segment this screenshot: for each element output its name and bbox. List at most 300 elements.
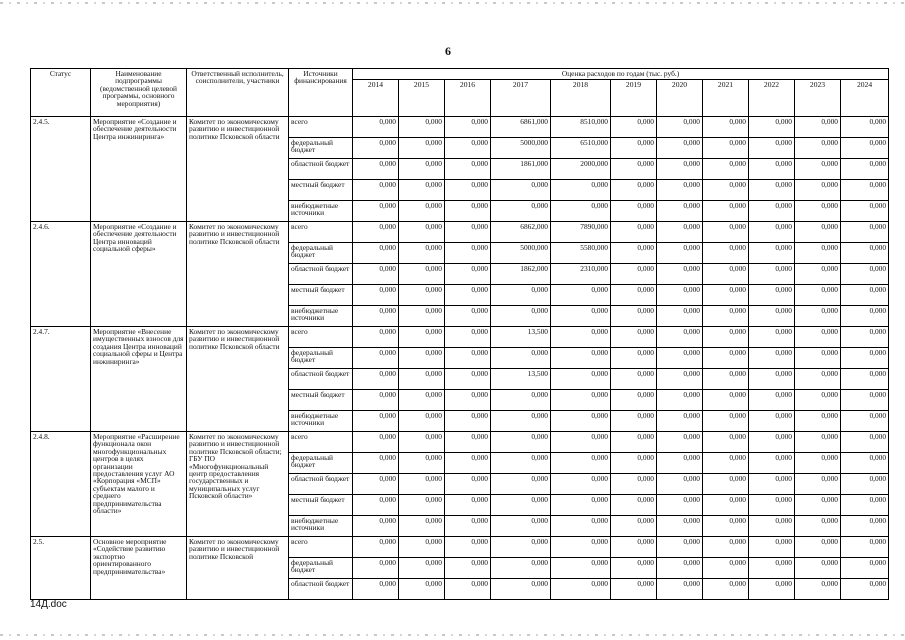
amount-cell: 0,000	[657, 495, 703, 516]
amount-cell: 1862,000	[491, 264, 551, 285]
amount-cell: 0,000	[399, 558, 445, 579]
amount-cell: 0,000	[749, 327, 795, 348]
amount-cell: 0,000	[551, 348, 611, 369]
measure-executor: Комитет по экономическому развитию и инвестиционной политике Псковской области; ГБУ ПО «Многофункциональный центр предоставления государственных и муниципальных услуг Псковской области»	[187, 432, 289, 537]
amount-cell: 0,000	[491, 390, 551, 411]
amount-cell: 0,000	[795, 243, 841, 264]
amount-cell: 0,000	[551, 306, 611, 327]
amount-cell: 0,000	[703, 117, 749, 138]
funding-source: внебюджетные источники	[289, 306, 353, 327]
page-number: 6	[445, 44, 451, 58]
funding-source: федеральный бюджет	[289, 453, 353, 474]
amount-cell: 1861,000	[491, 159, 551, 180]
header-executor: Ответственный исполнитель, соисполнители, участники	[187, 69, 289, 117]
amount-cell: 0,000	[445, 117, 491, 138]
amount-cell: 0,000	[611, 474, 657, 495]
amount-cell: 0,000	[611, 411, 657, 432]
amount-cell: 0,000	[353, 327, 399, 348]
amount-cell: 0,000	[399, 579, 445, 600]
measure-status: 2.4.5.	[31, 117, 91, 222]
amount-cell: 0,000	[611, 453, 657, 474]
amount-cell: 0,000	[399, 411, 445, 432]
amount-cell: 0,000	[445, 369, 491, 390]
amount-cell: 0,000	[491, 201, 551, 222]
amount-cell: 0,000	[795, 138, 841, 159]
amount-cell: 0,000	[749, 474, 795, 495]
amount-cell: 0,000	[551, 474, 611, 495]
amount-cell: 2310,000	[551, 264, 611, 285]
funding-source: областной бюджет	[289, 159, 353, 180]
amount-cell: 5580,000	[551, 243, 611, 264]
amount-cell: 0,000	[841, 264, 889, 285]
amount-cell: 0,000	[353, 369, 399, 390]
amount-cell: 0,000	[795, 369, 841, 390]
amount-cell: 0,000	[445, 453, 491, 474]
amount-cell: 0,000	[491, 411, 551, 432]
amount-cell: 0,000	[841, 516, 889, 537]
amount-cell: 0,000	[551, 411, 611, 432]
amount-cell: 0,000	[491, 558, 551, 579]
funding-source: областной бюджет	[289, 369, 353, 390]
amount-cell: 0,000	[657, 411, 703, 432]
amount-cell: 0,000	[795, 180, 841, 201]
amount-cell: 0,000	[703, 474, 749, 495]
amount-cell: 0,000	[749, 201, 795, 222]
amount-cell: 0,000	[703, 516, 749, 537]
amount-cell: 0,000	[399, 243, 445, 264]
funding-source: областной бюджет	[289, 264, 353, 285]
amount-cell: 0,000	[611, 243, 657, 264]
amount-cell: 0,000	[353, 453, 399, 474]
measure-name: Мероприятие «Расширение функционала окон многофункциональных центров в целях организации предоставления услуг АО «Корпорация «МСП» субъектам малого и среднего предпринимательства области»	[91, 432, 187, 537]
header-year: 2018	[551, 80, 611, 117]
amount-cell: 0,000	[611, 264, 657, 285]
amount-cell: 6510,000	[551, 138, 611, 159]
amount-cell: 0,000	[399, 516, 445, 537]
amount-cell: 0,000	[491, 537, 551, 558]
amount-cell: 0,000	[749, 495, 795, 516]
amount-cell: 0,000	[795, 222, 841, 243]
amount-cell: 0,000	[611, 495, 657, 516]
amount-cell: 0,000	[657, 432, 703, 453]
amount-cell: 0,000	[795, 516, 841, 537]
amount-cell: 0,000	[841, 180, 889, 201]
amount-cell: 0,000	[703, 411, 749, 432]
amount-cell: 0,000	[703, 558, 749, 579]
amount-cell: 0,000	[445, 201, 491, 222]
amount-cell: 13,500	[491, 327, 551, 348]
amount-cell: 0,000	[445, 348, 491, 369]
amount-cell: 0,000	[551, 516, 611, 537]
amount-cell: 0,000	[353, 348, 399, 369]
funding-source: местный бюджет	[289, 285, 353, 306]
amount-cell: 13,500	[491, 369, 551, 390]
amount-cell: 0,000	[749, 516, 795, 537]
funding-source: всего	[289, 117, 353, 138]
amount-cell: 0,000	[841, 243, 889, 264]
amount-cell: 0,000	[749, 579, 795, 600]
amount-cell: 0,000	[657, 159, 703, 180]
amount-cell: 0,000	[703, 180, 749, 201]
amount-cell: 0,000	[749, 411, 795, 432]
header-sources: Источники финансирования	[289, 69, 353, 117]
amount-cell: 0,000	[445, 243, 491, 264]
amount-cell: 0,000	[399, 285, 445, 306]
funding-source: федеральный бюджет	[289, 348, 353, 369]
amount-cell: 0,000	[749, 306, 795, 327]
table-row	[31, 117, 889, 138]
amount-cell: 0,000	[841, 495, 889, 516]
amount-cell: 0,000	[841, 537, 889, 558]
amount-cell: 0,000	[749, 348, 795, 369]
amount-cell: 0,000	[611, 159, 657, 180]
amount-cell: 0,000	[703, 159, 749, 180]
amount-cell: 0,000	[445, 264, 491, 285]
amount-cell: 0,000	[551, 537, 611, 558]
amount-cell: 2000,000	[551, 159, 611, 180]
amount-cell: 0,000	[445, 159, 491, 180]
amount-cell: 8510,000	[551, 117, 611, 138]
amount-cell: 0,000	[795, 579, 841, 600]
amount-cell: 0,000	[445, 138, 491, 159]
amount-cell: 0,000	[491, 180, 551, 201]
amount-cell: 0,000	[749, 537, 795, 558]
amount-cell: 0,000	[841, 285, 889, 306]
amount-cell: 0,000	[749, 117, 795, 138]
amount-cell: 0,000	[445, 390, 491, 411]
amount-cell: 0,000	[551, 579, 611, 600]
measure-status: 2.4.6.	[31, 222, 91, 327]
amount-cell: 0,000	[353, 201, 399, 222]
amount-cell: 0,000	[353, 159, 399, 180]
measure-executor: Комитет по экономическому развитию и инвестиционной политике Псковской	[187, 537, 289, 600]
table-row	[31, 327, 889, 348]
amount-cell: 0,000	[841, 327, 889, 348]
amount-cell: 0,000	[841, 348, 889, 369]
amount-cell: 0,000	[611, 285, 657, 306]
amount-cell: 0,000	[657, 243, 703, 264]
amount-cell: 0,000	[657, 306, 703, 327]
amount-cell: 0,000	[551, 558, 611, 579]
amount-cell: 0,000	[657, 474, 703, 495]
funding-source: местный бюджет	[289, 495, 353, 516]
amount-cell: 0,000	[795, 348, 841, 369]
amount-cell: 0,000	[445, 558, 491, 579]
amount-cell: 0,000	[399, 495, 445, 516]
measure-status: 2.5.	[31, 537, 91, 600]
scan-artifact-top	[0, 2, 905, 4]
amount-cell: 0,000	[611, 327, 657, 348]
amount-cell: 0,000	[399, 348, 445, 369]
amount-cell: 0,000	[841, 390, 889, 411]
amount-cell: 0,000	[445, 180, 491, 201]
amount-cell: 0,000	[445, 306, 491, 327]
amount-cell: 0,000	[795, 495, 841, 516]
amount-cell: 0,000	[399, 453, 445, 474]
table-row	[31, 432, 889, 453]
amount-cell: 0,000	[795, 159, 841, 180]
amount-cell: 0,000	[703, 306, 749, 327]
header-year: 2017	[491, 80, 551, 117]
amount-cell: 0,000	[795, 285, 841, 306]
measure-name: Мероприятие «Внесение имущественных взносов для создания Центра инноваций социальной сферы и Центра инжиниринга»	[91, 327, 187, 432]
amount-cell: 0,000	[491, 285, 551, 306]
amount-cell: 0,000	[795, 117, 841, 138]
amount-cell: 0,000	[399, 222, 445, 243]
amount-cell: 0,000	[611, 390, 657, 411]
amount-cell: 0,000	[795, 306, 841, 327]
footer-filename: 14Д.doc	[30, 599, 67, 610]
amount-cell: 0,000	[657, 327, 703, 348]
amount-cell: 0,000	[657, 369, 703, 390]
header-status: Статус	[31, 69, 91, 117]
funding-source: всего	[289, 432, 353, 453]
amount-cell: 0,000	[445, 474, 491, 495]
header-name: Наименование подпрограммы (ведомственной целевой программы, основного мероприятия)	[91, 69, 187, 117]
funding-source: областной бюджет	[289, 579, 353, 600]
amount-cell: 0,000	[703, 453, 749, 474]
table-row	[31, 222, 889, 243]
measure-status: 2.4.8.	[31, 432, 91, 537]
measure-name: Мероприятие «Создание и обеспечение деятельности Центра инноваций социальной сферы»	[91, 222, 187, 327]
funding-source: областной бюджет	[289, 474, 353, 495]
amount-cell: 0,000	[657, 117, 703, 138]
amount-cell: 0,000	[445, 327, 491, 348]
amount-cell: 0,000	[551, 495, 611, 516]
amount-cell: 0,000	[399, 432, 445, 453]
amount-cell: 0,000	[551, 432, 611, 453]
amount-cell: 0,000	[611, 558, 657, 579]
amount-cell: 0,000	[353, 285, 399, 306]
amount-cell: 0,000	[703, 285, 749, 306]
amount-cell: 0,000	[841, 432, 889, 453]
funding-source: федеральный бюджет	[289, 243, 353, 264]
amount-cell: 0,000	[353, 516, 399, 537]
amount-cell: 0,000	[399, 117, 445, 138]
header-year: 2014	[353, 80, 399, 117]
measure-executor: Комитет по экономическому развитию и инвестиционной политике Псковской области	[187, 222, 289, 327]
amount-cell: 0,000	[749, 558, 795, 579]
amount-cell: 0,000	[795, 432, 841, 453]
amount-cell: 0,000	[841, 222, 889, 243]
amount-cell: 0,000	[551, 369, 611, 390]
amount-cell: 0,000	[491, 495, 551, 516]
amount-cell: 0,000	[445, 579, 491, 600]
amount-cell: 0,000	[399, 474, 445, 495]
amount-cell: 0,000	[795, 264, 841, 285]
amount-cell: 0,000	[657, 222, 703, 243]
amount-cell: 0,000	[399, 138, 445, 159]
amount-cell: 0,000	[611, 516, 657, 537]
amount-cell: 0,000	[657, 264, 703, 285]
amount-cell: 0,000	[611, 537, 657, 558]
amount-cell: 0,000	[657, 537, 703, 558]
amount-cell: 0,000	[703, 327, 749, 348]
amount-cell: 0,000	[703, 243, 749, 264]
amount-cell: 0,000	[491, 516, 551, 537]
header-year: 2022	[749, 80, 795, 117]
funding-source: всего	[289, 222, 353, 243]
amount-cell: 0,000	[749, 285, 795, 306]
amount-cell: 0,000	[353, 579, 399, 600]
amount-cell: 0,000	[703, 201, 749, 222]
amount-cell: 0,000	[749, 243, 795, 264]
amount-cell: 0,000	[657, 180, 703, 201]
amount-cell: 0,000	[795, 327, 841, 348]
amount-cell: 0,000	[353, 432, 399, 453]
funding-source: федеральный бюджет	[289, 138, 353, 159]
amount-cell: 0,000	[399, 327, 445, 348]
funding-source: федеральный бюджет	[289, 558, 353, 579]
amount-cell: 0,000	[611, 117, 657, 138]
funding-source: внебюджетные источники	[289, 411, 353, 432]
amount-cell: 0,000	[749, 180, 795, 201]
measure-status: 2.4.7.	[31, 327, 91, 432]
funding-source: всего	[289, 327, 353, 348]
amount-cell: 5000,000	[491, 138, 551, 159]
amount-cell: 0,000	[445, 516, 491, 537]
amount-cell: 0,000	[657, 285, 703, 306]
amount-cell: 0,000	[399, 201, 445, 222]
amount-cell: 0,000	[703, 537, 749, 558]
amount-cell: 0,000	[841, 474, 889, 495]
amount-cell: 0,000	[703, 495, 749, 516]
funding-source: всего	[289, 537, 353, 558]
amount-cell: 0,000	[841, 453, 889, 474]
amount-cell: 0,000	[353, 495, 399, 516]
amount-cell: 0,000	[399, 264, 445, 285]
header-estimate: Оценка расходов по годам (тыс. руб.)	[353, 69, 889, 80]
amount-cell: 0,000	[703, 138, 749, 159]
amount-cell: 0,000	[795, 537, 841, 558]
funding-source: внебюджетные источники	[289, 516, 353, 537]
amount-cell: 0,000	[795, 411, 841, 432]
amount-cell: 0,000	[399, 390, 445, 411]
amount-cell: 0,000	[399, 180, 445, 201]
header-year: 2021	[703, 80, 749, 117]
amount-cell: 0,000	[445, 222, 491, 243]
amount-cell: 0,000	[353, 264, 399, 285]
amount-cell: 0,000	[657, 453, 703, 474]
amount-cell: 0,000	[353, 474, 399, 495]
header-year: 2020	[657, 80, 703, 117]
header-year: 2015	[399, 80, 445, 117]
amount-cell: 0,000	[353, 537, 399, 558]
amount-cell: 0,000	[551, 201, 611, 222]
amount-cell: 0,000	[399, 369, 445, 390]
amount-cell: 0,000	[749, 159, 795, 180]
amount-cell: 0,000	[657, 138, 703, 159]
amount-cell: 0,000	[703, 579, 749, 600]
amount-cell: 6861,000	[491, 117, 551, 138]
amount-cell: 0,000	[703, 264, 749, 285]
amount-cell: 0,000	[795, 201, 841, 222]
amount-cell: 0,000	[551, 390, 611, 411]
header-year: 2019	[611, 80, 657, 117]
amount-cell: 0,000	[841, 138, 889, 159]
amount-cell: 0,000	[749, 390, 795, 411]
amount-cell: 0,000	[611, 222, 657, 243]
amount-cell: 0,000	[551, 327, 611, 348]
amount-cell: 0,000	[703, 432, 749, 453]
funding-source: местный бюджет	[289, 180, 353, 201]
amount-cell: 0,000	[399, 159, 445, 180]
amount-cell: 0,000	[551, 285, 611, 306]
amount-cell: 0,000	[551, 180, 611, 201]
measure-name: Основное мероприятие «Содействие развитию экспортно ориентированного предпринимательства»	[91, 537, 187, 600]
amount-cell: 0,000	[841, 411, 889, 432]
amount-cell: 0,000	[841, 201, 889, 222]
amount-cell: 0,000	[353, 306, 399, 327]
amount-cell: 0,000	[353, 558, 399, 579]
amount-cell: 0,000	[841, 306, 889, 327]
measure-executor: Комитет по экономическому развитию и инвестиционной политике Псковской области	[187, 327, 289, 432]
amount-cell: 0,000	[353, 138, 399, 159]
amount-cell: 0,000	[491, 348, 551, 369]
amount-cell: 0,000	[445, 411, 491, 432]
amount-cell: 0,000	[353, 411, 399, 432]
amount-cell: 0,000	[795, 390, 841, 411]
amount-cell: 0,000	[749, 369, 795, 390]
amount-cell: 0,000	[445, 495, 491, 516]
amount-cell: 0,000	[749, 264, 795, 285]
amount-cell: 0,000	[657, 201, 703, 222]
amount-cell: 0,000	[703, 390, 749, 411]
amount-cell: 0,000	[657, 558, 703, 579]
amount-cell: 0,000	[795, 558, 841, 579]
amount-cell: 0,000	[611, 138, 657, 159]
amount-cell: 0,000	[749, 222, 795, 243]
amount-cell: 0,000	[657, 516, 703, 537]
expenses-table	[30, 68, 889, 600]
amount-cell: 7890,000	[551, 222, 611, 243]
amount-cell: 0,000	[353, 180, 399, 201]
amount-cell: 5000,000	[491, 243, 551, 264]
amount-cell: 0,000	[399, 306, 445, 327]
amount-cell: 0,000	[841, 159, 889, 180]
amount-cell: 0,000	[611, 180, 657, 201]
amount-cell: 0,000	[551, 453, 611, 474]
measure-name: Мероприятие «Создание и обеспечение деятельности Центра инжиниринга»	[91, 117, 187, 222]
header-year: 2023	[795, 80, 841, 117]
amount-cell: 0,000	[657, 348, 703, 369]
amount-cell: 0,000	[749, 432, 795, 453]
amount-cell: 0,000	[795, 474, 841, 495]
amount-cell: 0,000	[611, 579, 657, 600]
amount-cell: 0,000	[611, 369, 657, 390]
funding-source: внебюджетные источники	[289, 201, 353, 222]
scan-artifact-bottom	[0, 634, 905, 636]
table-body	[31, 117, 889, 600]
amount-cell: 0,000	[657, 390, 703, 411]
amount-cell: 0,000	[841, 369, 889, 390]
measure-executor: Комитет по экономическому развитию и инвестиционной политике Псковской области	[187, 117, 289, 222]
amount-cell: 0,000	[657, 579, 703, 600]
table-row	[31, 537, 889, 558]
amount-cell: 0,000	[749, 138, 795, 159]
amount-cell: 0,000	[445, 432, 491, 453]
amount-cell: 0,000	[841, 117, 889, 138]
header-year: 2024	[841, 80, 889, 117]
header-year: 2016	[445, 80, 491, 117]
amount-cell: 0,000	[491, 474, 551, 495]
amount-cell: 0,000	[353, 222, 399, 243]
amount-cell: 0,000	[795, 453, 841, 474]
amount-cell: 0,000	[445, 285, 491, 306]
amount-cell: 0,000	[611, 201, 657, 222]
amount-cell: 0,000	[611, 348, 657, 369]
amount-cell: 6862,000	[491, 222, 551, 243]
